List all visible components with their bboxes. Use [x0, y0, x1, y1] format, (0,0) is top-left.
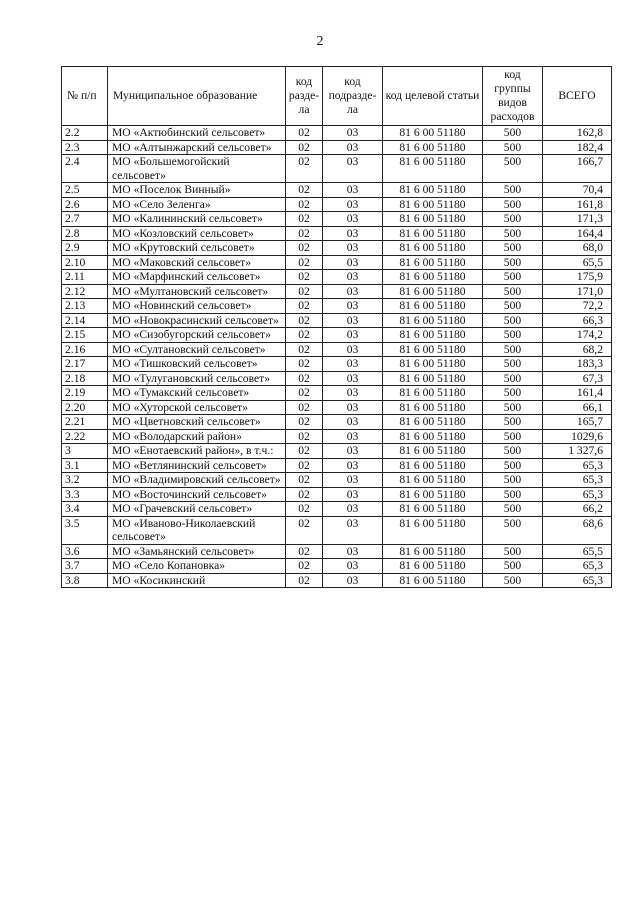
cell-razdel: 02: [286, 544, 323, 559]
cell-group-code: 500: [483, 502, 543, 517]
cell-razdel: 02: [286, 487, 323, 502]
table-row: [62, 429, 612, 444]
cell-num: 2.12: [62, 284, 108, 299]
cell-razdel: 02: [286, 502, 323, 517]
cell-municipality: МО «Новинский сельсовет»: [108, 299, 286, 314]
cell-total: 161,4: [543, 386, 612, 401]
cell-total: 70,4: [543, 183, 612, 198]
cell-group-code: 500: [483, 487, 543, 502]
cell-target-code: 81 6 00 51180: [383, 270, 483, 285]
cell-municipality: МО «Актюбинский сельсовет»: [108, 126, 286, 141]
cell-target-code: 81 6 00 51180: [383, 226, 483, 241]
table-row: [62, 328, 612, 343]
cell-group-code: 500: [483, 544, 543, 559]
cell-group-code: 500: [483, 357, 543, 372]
cell-group-code: 500: [483, 197, 543, 212]
cell-num: 2.21: [62, 415, 108, 430]
cell-num: 2.16: [62, 342, 108, 357]
cell-podrazdel: 03: [323, 155, 383, 183]
cell-group-code: 500: [483, 284, 543, 299]
cell-group-code: 500: [483, 516, 543, 544]
table-row: [62, 371, 612, 386]
cell-num: 3.1: [62, 458, 108, 473]
cell-target-code: 81 6 00 51180: [383, 313, 483, 328]
cell-total: 72,2: [543, 299, 612, 314]
cell-target-code: 81 6 00 51180: [383, 284, 483, 299]
cell-target-code: 81 6 00 51180: [383, 255, 483, 270]
cell-municipality: МО «Тишковский сельсовет»: [108, 357, 286, 372]
cell-razdel: 02: [286, 140, 323, 155]
cell-total: 66,2: [543, 502, 612, 517]
cell-podrazdel: 03: [323, 197, 383, 212]
cell-total: 68,2: [543, 342, 612, 357]
cell-group-code: 500: [483, 371, 543, 386]
cell-razdel: 02: [286, 255, 323, 270]
cell-municipality: МО «Грачевский сельсовет»: [108, 502, 286, 517]
cell-target-code: 81 6 00 51180: [383, 342, 483, 357]
cell-razdel: 02: [286, 241, 323, 256]
cell-podrazdel: 03: [323, 140, 383, 155]
cell-num: 2.6: [62, 197, 108, 212]
budget-table: [61, 66, 612, 588]
cell-num: 2.19: [62, 386, 108, 401]
header-num: № п/п: [62, 67, 108, 126]
cell-target-code: 81 6 00 51180: [383, 357, 483, 372]
table-row: [62, 473, 612, 488]
cell-num: 3.8: [62, 573, 108, 588]
cell-razdel: 02: [286, 284, 323, 299]
cell-municipality: МО «Тумакский сельсовет»: [108, 386, 286, 401]
table-row: [62, 559, 612, 574]
cell-podrazdel: 03: [323, 487, 383, 502]
cell-target-code: 81 6 00 51180: [383, 516, 483, 544]
cell-municipality: МО «Алтынжарский сельсовет»: [108, 140, 286, 155]
table-row: [62, 241, 612, 256]
cell-num: 2.10: [62, 255, 108, 270]
cell-total: 65,5: [543, 255, 612, 270]
cell-num: 3.5: [62, 516, 108, 544]
cell-podrazdel: 03: [323, 559, 383, 574]
cell-target-code: 81 6 00 51180: [383, 444, 483, 459]
cell-municipality: МО «Замьянский сельсовет»: [108, 544, 286, 559]
cell-group-code: 500: [483, 183, 543, 198]
cell-total: 65,5: [543, 544, 612, 559]
cell-total: 1029,6: [543, 429, 612, 444]
cell-razdel: 02: [286, 400, 323, 415]
table-body: [62, 126, 612, 588]
cell-razdel: 02: [286, 155, 323, 183]
cell-municipality: МО «Енотаевский район», в т.ч.:: [108, 444, 286, 459]
cell-target-code: 81 6 00 51180: [383, 183, 483, 198]
cell-total: 183,3: [543, 357, 612, 372]
table-row: [62, 400, 612, 415]
cell-municipality: МО «Ветлянинский сельсовет»: [108, 458, 286, 473]
cell-num: 2.22: [62, 429, 108, 444]
cell-municipality: МО «Тулугановский сельсовет»: [108, 371, 286, 386]
cell-municipality: МО «Маковский сельсовет»: [108, 255, 286, 270]
cell-municipality: МО «Восточинский сельсовет»: [108, 487, 286, 502]
cell-razdel: 02: [286, 357, 323, 372]
cell-num: 2.14: [62, 313, 108, 328]
cell-municipality: МО «Новокрасинский сельсовет»: [108, 313, 286, 328]
cell-razdel: 02: [286, 226, 323, 241]
cell-total: 171,3: [543, 212, 612, 227]
cell-target-code: 81 6 00 51180: [383, 415, 483, 430]
header-total: ВСЕГО: [543, 67, 612, 126]
cell-num: 2.8: [62, 226, 108, 241]
table-row: [62, 502, 612, 517]
table-row: [62, 255, 612, 270]
table-row: [62, 284, 612, 299]
cell-num: 2.20: [62, 400, 108, 415]
header-podrazdel: код подразде-ла: [323, 67, 383, 126]
cell-target-code: 81 6 00 51180: [383, 544, 483, 559]
table-row: [62, 270, 612, 285]
cell-podrazdel: 03: [323, 328, 383, 343]
cell-target-code: 81 6 00 51180: [383, 299, 483, 314]
cell-podrazdel: 03: [323, 126, 383, 141]
cell-razdel: 02: [286, 371, 323, 386]
cell-group-code: 500: [483, 241, 543, 256]
cell-podrazdel: 03: [323, 516, 383, 544]
cell-total: 182,4: [543, 140, 612, 155]
cell-group-code: 500: [483, 458, 543, 473]
cell-razdel: 02: [286, 458, 323, 473]
table-row: [62, 126, 612, 141]
cell-total: 161,8: [543, 197, 612, 212]
cell-total: 65,3: [543, 559, 612, 574]
cell-target-code: 81 6 00 51180: [383, 559, 483, 574]
table-row: [62, 487, 612, 502]
cell-podrazdel: 03: [323, 342, 383, 357]
cell-podrazdel: 03: [323, 502, 383, 517]
cell-group-code: 500: [483, 386, 543, 401]
cell-group-code: 500: [483, 573, 543, 588]
cell-group-code: 500: [483, 313, 543, 328]
cell-num: 2.17: [62, 357, 108, 372]
table-row: [62, 516, 612, 544]
cell-podrazdel: 03: [323, 429, 383, 444]
cell-num: 2.18: [62, 371, 108, 386]
cell-municipality: МО «Село Зеленга»: [108, 197, 286, 212]
cell-municipality: МО «Марфинский сельсовет»: [108, 270, 286, 285]
cell-municipality: МО «Султановский сельсовет»: [108, 342, 286, 357]
cell-num: 3.7: [62, 559, 108, 574]
table-row: [62, 386, 612, 401]
cell-group-code: 500: [483, 415, 543, 430]
cell-target-code: 81 6 00 51180: [383, 126, 483, 141]
cell-municipality: МО «Село Копановка»: [108, 559, 286, 574]
header-target-code: код целевой статьи: [383, 67, 483, 126]
table-row: [62, 415, 612, 430]
cell-razdel: 02: [286, 415, 323, 430]
cell-razdel: 02: [286, 386, 323, 401]
cell-total: 65,3: [543, 573, 612, 588]
cell-razdel: 02: [286, 559, 323, 574]
cell-target-code: 81 6 00 51180: [383, 458, 483, 473]
cell-razdel: 02: [286, 328, 323, 343]
cell-group-code: 500: [483, 342, 543, 357]
cell-group-code: 500: [483, 444, 543, 459]
cell-podrazdel: 03: [323, 270, 383, 285]
cell-target-code: 81 6 00 51180: [383, 371, 483, 386]
table-row: [62, 299, 612, 314]
cell-group-code: 500: [483, 255, 543, 270]
cell-group-code: 500: [483, 126, 543, 141]
cell-podrazdel: 03: [323, 357, 383, 372]
cell-group-code: 500: [483, 559, 543, 574]
cell-total: 68,6: [543, 516, 612, 544]
table-row: [62, 357, 612, 372]
cell-total: 164,4: [543, 226, 612, 241]
cell-total: 1 327,6: [543, 444, 612, 459]
cell-municipality: МО «Поселок Винный»: [108, 183, 286, 198]
cell-podrazdel: 03: [323, 400, 383, 415]
cell-num: 3.4: [62, 502, 108, 517]
cell-podrazdel: 03: [323, 183, 383, 198]
table-row: [62, 226, 612, 241]
cell-group-code: 500: [483, 140, 543, 155]
cell-municipality: МО «Мултановский сельсовет»: [108, 284, 286, 299]
cell-razdel: 02: [286, 444, 323, 459]
table-header-row: [62, 67, 612, 126]
cell-podrazdel: 03: [323, 371, 383, 386]
cell-target-code: 81 6 00 51180: [383, 241, 483, 256]
cell-total: 67,3: [543, 371, 612, 386]
cell-municipality: МО «Калининский сельсовет»: [108, 212, 286, 227]
header-group-code: код группы видов расходов: [483, 67, 543, 126]
cell-target-code: 81 6 00 51180: [383, 487, 483, 502]
table-row: [62, 212, 612, 227]
cell-target-code: 81 6 00 51180: [383, 140, 483, 155]
cell-municipality: МО «Большемогойский сельсовет»: [108, 155, 286, 183]
cell-municipality: МО «Владимировский сельсовет»: [108, 473, 286, 488]
cell-group-code: 500: [483, 270, 543, 285]
cell-razdel: 02: [286, 342, 323, 357]
cell-municipality: МО «Косикинский: [108, 573, 286, 588]
cell-total: 66,3: [543, 313, 612, 328]
cell-total: 162,8: [543, 126, 612, 141]
cell-num: 2.11: [62, 270, 108, 285]
cell-target-code: 81 6 00 51180: [383, 212, 483, 227]
cell-podrazdel: 03: [323, 313, 383, 328]
table-row: [62, 342, 612, 357]
table-row: [62, 313, 612, 328]
cell-num: 2.15: [62, 328, 108, 343]
cell-total: 175,9: [543, 270, 612, 285]
cell-target-code: 81 6 00 51180: [383, 502, 483, 517]
cell-group-code: 500: [483, 400, 543, 415]
cell-podrazdel: 03: [323, 284, 383, 299]
header-municipality: Муниципальное образование: [108, 67, 286, 126]
cell-group-code: 500: [483, 155, 543, 183]
cell-podrazdel: 03: [323, 573, 383, 588]
cell-podrazdel: 03: [323, 473, 383, 488]
cell-num: 2.2: [62, 126, 108, 141]
table-row: [62, 444, 612, 459]
cell-total: 65,3: [543, 473, 612, 488]
cell-municipality: МО «Цветновский сельсовет»: [108, 415, 286, 430]
cell-podrazdel: 03: [323, 415, 383, 430]
table-row: [62, 544, 612, 559]
cell-podrazdel: 03: [323, 386, 383, 401]
cell-total: 166,7: [543, 155, 612, 183]
cell-target-code: 81 6 00 51180: [383, 429, 483, 444]
cell-razdel: 02: [286, 429, 323, 444]
cell-num: 2.9: [62, 241, 108, 256]
cell-razdel: 02: [286, 299, 323, 314]
cell-podrazdel: 03: [323, 255, 383, 270]
cell-total: 174,2: [543, 328, 612, 343]
cell-group-code: 500: [483, 429, 543, 444]
cell-municipality: МО «Сизобугорский сельсовет»: [108, 328, 286, 343]
cell-razdel: 02: [286, 473, 323, 488]
cell-razdel: 02: [286, 313, 323, 328]
cell-num: 3.6: [62, 544, 108, 559]
cell-group-code: 500: [483, 299, 543, 314]
table-row: [62, 155, 612, 183]
table-row: [62, 458, 612, 473]
cell-podrazdel: 03: [323, 299, 383, 314]
cell-razdel: 02: [286, 516, 323, 544]
cell-target-code: 81 6 00 51180: [383, 573, 483, 588]
cell-num: 2.13: [62, 299, 108, 314]
cell-municipality: МО «Хуторской сельсовет»: [108, 400, 286, 415]
cell-total: 65,3: [543, 458, 612, 473]
cell-target-code: 81 6 00 51180: [383, 473, 483, 488]
table-row: [62, 140, 612, 155]
cell-target-code: 81 6 00 51180: [383, 386, 483, 401]
cell-num: 2.3: [62, 140, 108, 155]
cell-group-code: 500: [483, 212, 543, 227]
page-number: 2: [316, 34, 324, 49]
cell-municipality: МО «Володарский район»: [108, 429, 286, 444]
cell-razdel: 02: [286, 197, 323, 212]
cell-municipality: МО «Ивановo-Николаевский сельсовет»: [108, 516, 286, 544]
cell-num: 2.7: [62, 212, 108, 227]
cell-num: 2.5: [62, 183, 108, 198]
cell-target-code: 81 6 00 51180: [383, 155, 483, 183]
cell-target-code: 81 6 00 51180: [383, 328, 483, 343]
table-row: [62, 183, 612, 198]
cell-municipality: МО «Крутовский сельсовет»: [108, 241, 286, 256]
cell-razdel: 02: [286, 270, 323, 285]
table-row: [62, 573, 612, 588]
cell-podrazdel: 03: [323, 241, 383, 256]
cell-group-code: 500: [483, 328, 543, 343]
cell-target-code: 81 6 00 51180: [383, 400, 483, 415]
cell-num: 3.3: [62, 487, 108, 502]
cell-total: 171,0: [543, 284, 612, 299]
cell-target-code: 81 6 00 51180: [383, 197, 483, 212]
cell-total: 66,1: [543, 400, 612, 415]
cell-podrazdel: 03: [323, 544, 383, 559]
cell-group-code: 500: [483, 226, 543, 241]
cell-razdel: 02: [286, 573, 323, 588]
cell-razdel: 02: [286, 126, 323, 141]
cell-razdel: 02: [286, 183, 323, 198]
cell-podrazdel: 03: [323, 444, 383, 459]
cell-num: 2.4: [62, 155, 108, 183]
cell-razdel: 02: [286, 212, 323, 227]
cell-total: 65,3: [543, 487, 612, 502]
table-row: [62, 197, 612, 212]
cell-podrazdel: 03: [323, 226, 383, 241]
cell-podrazdel: 03: [323, 458, 383, 473]
header-razdel: код разде-ла: [286, 67, 323, 126]
cell-group-code: 500: [483, 473, 543, 488]
cell-num: 3.2: [62, 473, 108, 488]
cell-municipality: МО «Козловский сельсовет»: [108, 226, 286, 241]
cell-podrazdel: 03: [323, 212, 383, 227]
cell-num: 3: [62, 444, 108, 459]
cell-total: 165,7: [543, 415, 612, 430]
cell-total: 68,0: [543, 241, 612, 256]
